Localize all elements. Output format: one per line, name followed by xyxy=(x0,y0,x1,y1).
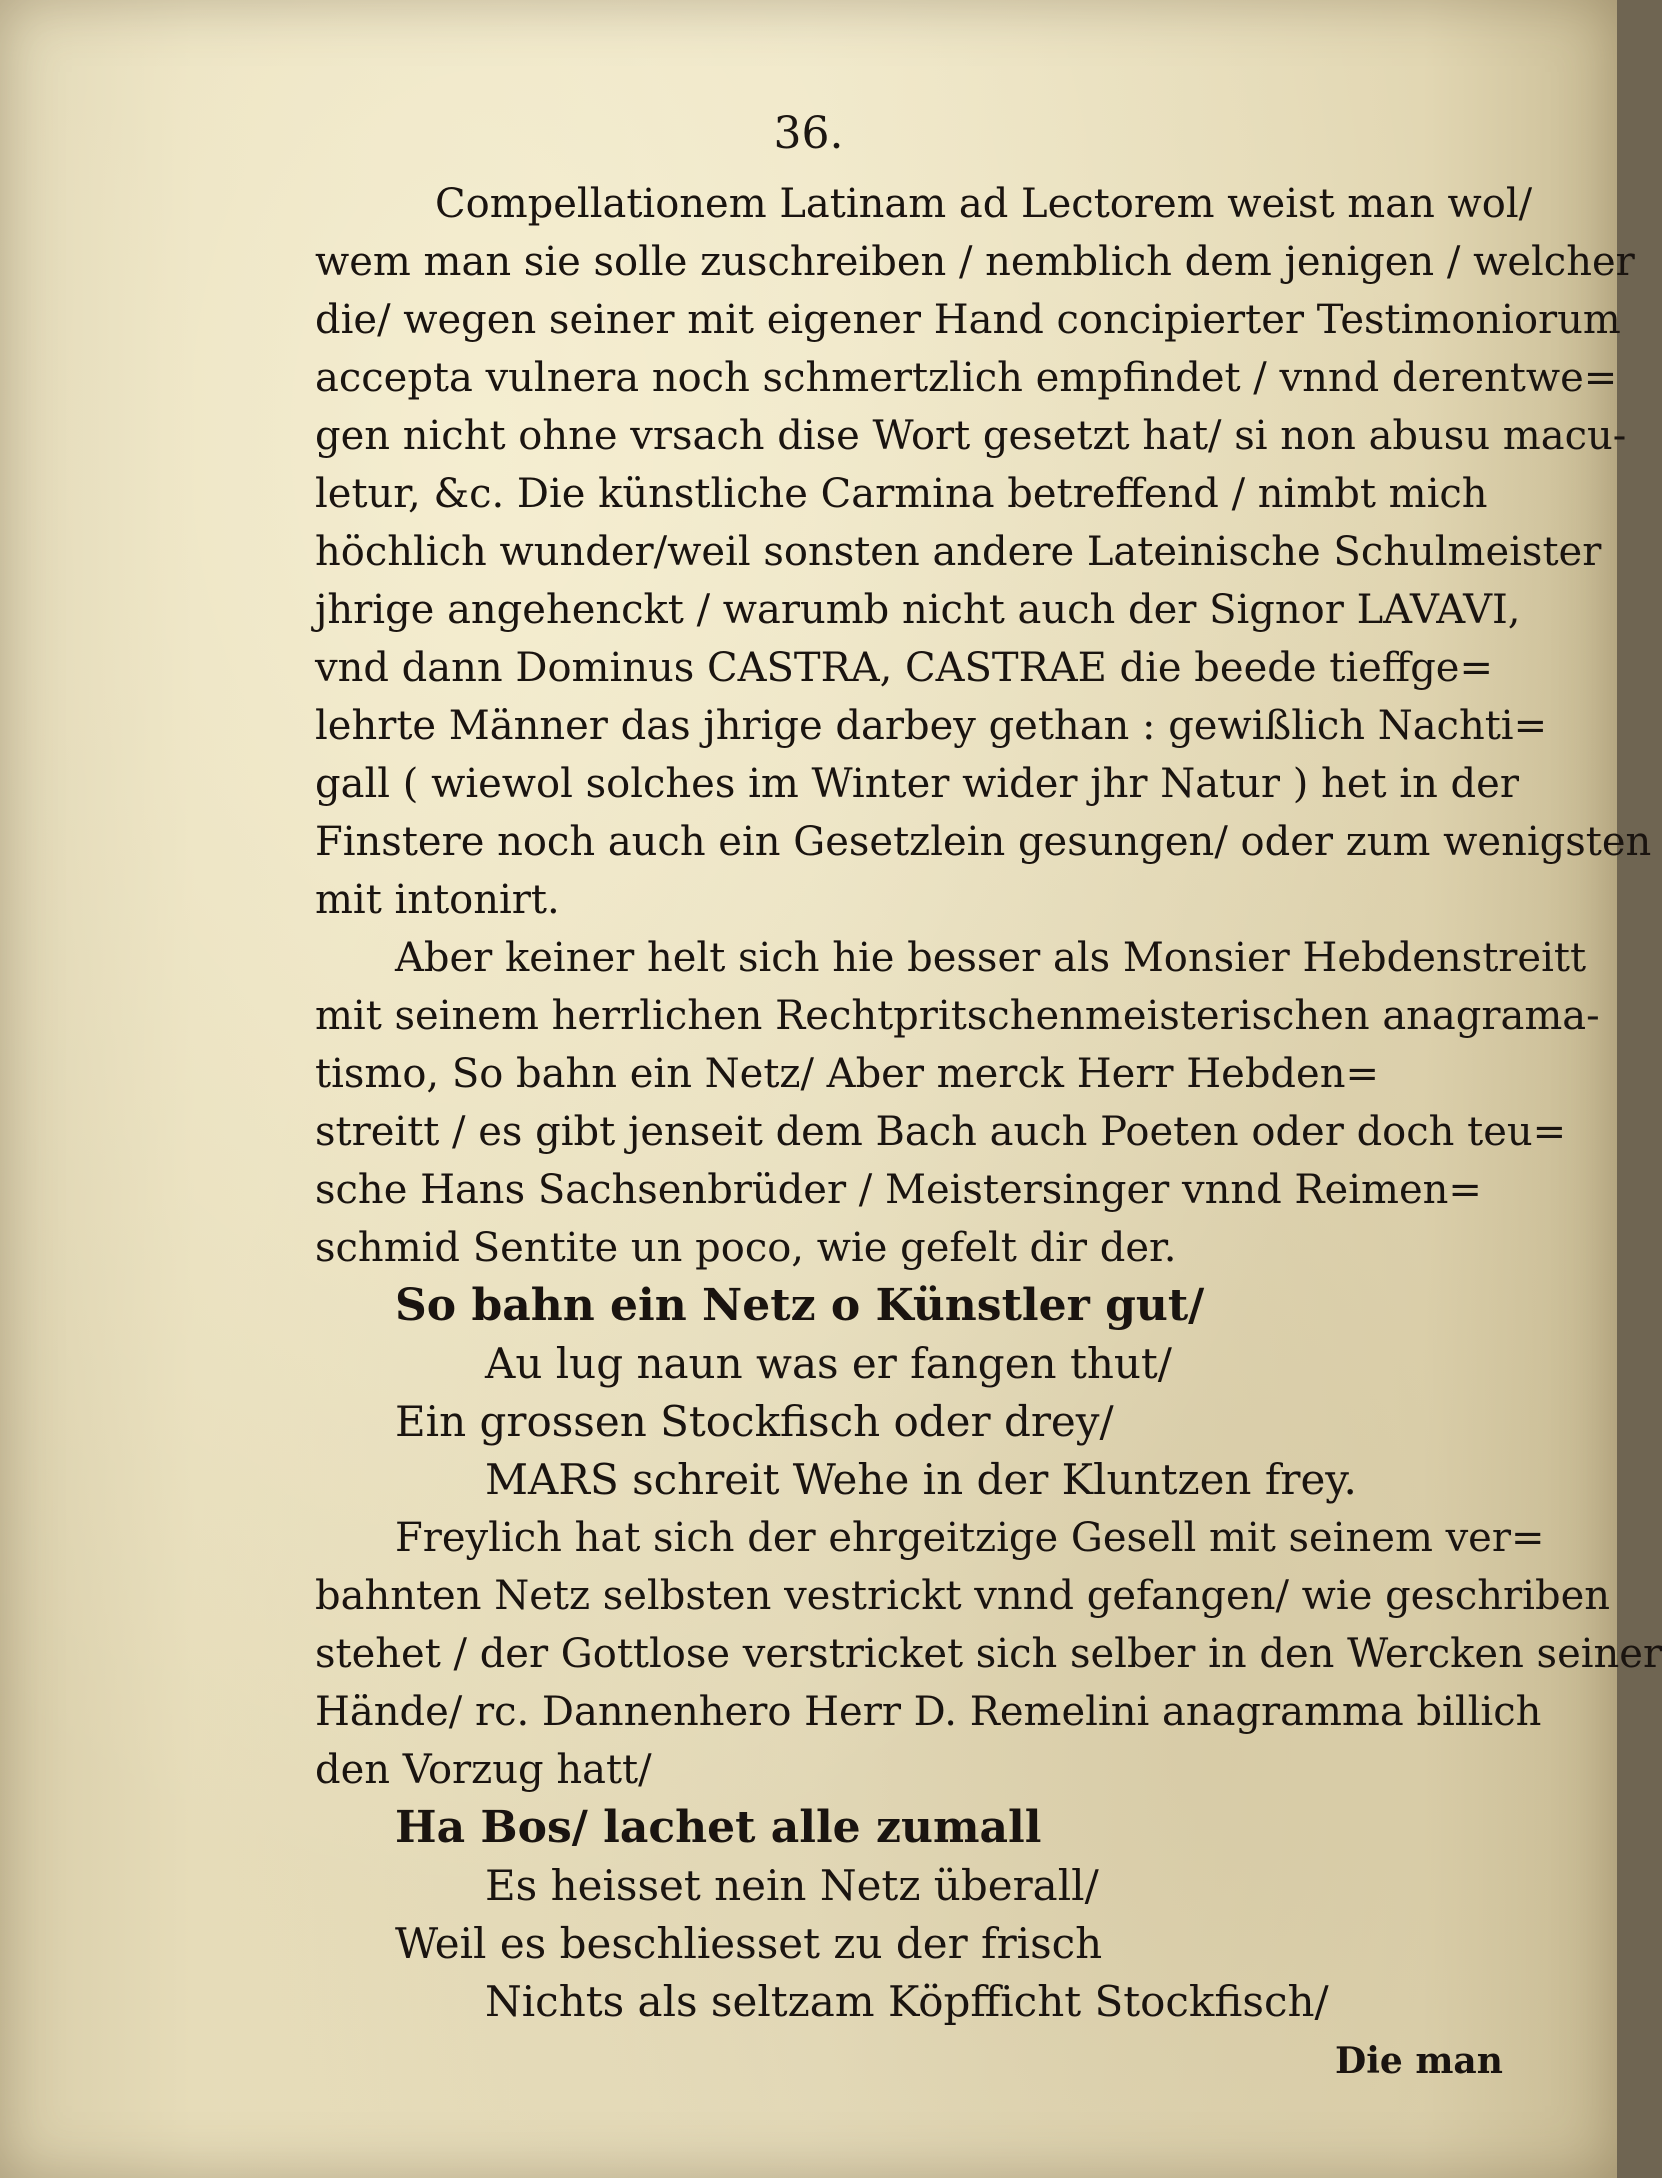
text-line: Aber keiner helt sich hie besser als Monsier Hebdenstreitt xyxy=(395,935,1587,981)
verse-line: Ha Bos/ lachet alle zumall xyxy=(395,1802,1042,1853)
text-line: den Vorzug hatt/ xyxy=(315,1747,652,1793)
page-number: 36. xyxy=(773,108,844,159)
text-line: sche Hans Sachsenbrüder / Meistersinger vnnd Reimen= xyxy=(315,1167,1482,1213)
text-line: jhrige angehenckt / warumb nicht auch der Signor LAVAVI, xyxy=(315,587,1521,633)
verse-line: Weil es beschliesset zu der frisch xyxy=(395,1919,1103,1968)
text-line: stehet / der Gottlose verstricket sich selber in den Wercken seiner xyxy=(315,1631,1662,1677)
text-line: gen nicht ohne vrsach dise Wort gesetzt hat/ si non abusu macu- xyxy=(315,413,1627,459)
text-line: Hände/ rc. Dannenhero Herr D. Remelini anagramma billich xyxy=(315,1689,1542,1735)
verse-line: MARS schreit Wehe in der Kluntzen frey. xyxy=(485,1455,1357,1504)
text-line: tismo, So bahn ein Netz/ Aber merck Herr Hebden= xyxy=(315,1051,1379,1097)
text-line: Freylich hat sich der ehrgeitzige Gesell mit seinem ver= xyxy=(395,1515,1545,1561)
catchword: Die man xyxy=(1335,2040,1503,2082)
text-line: die/ wegen seiner mit eigener Hand concipierter Testimoniorum xyxy=(315,297,1621,343)
text-line: gall ( wiewol solches im Winter wider jhr Natur ) het in der xyxy=(315,761,1519,807)
text-line: Compellationem Latinam ad Lectorem weist man wol/ xyxy=(435,181,1533,227)
verse-line: So bahn ein Netz o Künstler gut/ xyxy=(395,1280,1205,1331)
verse-line: Ein grossen Stockfisch oder drey/ xyxy=(395,1397,1114,1446)
verse-line: Nichts als seltzam Köpfficht Stockfisch/ xyxy=(485,1977,1329,2026)
text-line: letur, &c. Die künstliche Carmina betreffend / nimbt mich xyxy=(315,471,1488,517)
text-line: schmid Sentite un poco, wie gefelt dir der. xyxy=(315,1225,1177,1271)
text-line: bahnten Netz selbsten vestrickt vnnd gefangen/ wie geschriben xyxy=(315,1573,1610,1619)
text-line: streitt / es gibt jenseit dem Bach auch Poeten oder doch teu= xyxy=(315,1109,1567,1155)
text-line: höchlich wunder/weil sonsten andere Lateinische Schulmeister xyxy=(315,529,1602,575)
text-line: Finstere noch auch ein Gesetzlein gesungen/ oder zum wenigsten xyxy=(315,819,1652,865)
verse-line: Au lug naun was er fangen thut/ xyxy=(485,1339,1172,1388)
text-line: mit intonirt. xyxy=(315,877,560,923)
text-line: lehrte Männer das jhrige darbey gethan : gewißlich Nachti= xyxy=(315,703,1548,749)
text-line: wem man sie solle zuschreiben / nemblich dem jenigen / welcher xyxy=(315,239,1635,285)
verse-line: Es heisset nein Netz überall/ xyxy=(485,1861,1099,1910)
text-line: mit seinem herrlichen Rechtpritschenmeisterischen anagrama- xyxy=(315,993,1600,1039)
text-line: vnd dann Dominus CASTRA, CASTRAE die beede tieffge= xyxy=(315,645,1493,691)
text-line: accepta vulnera noch schmertzlich empfindet / vnnd derentwe= xyxy=(315,355,1618,401)
text-block xyxy=(315,175,1662,2031)
